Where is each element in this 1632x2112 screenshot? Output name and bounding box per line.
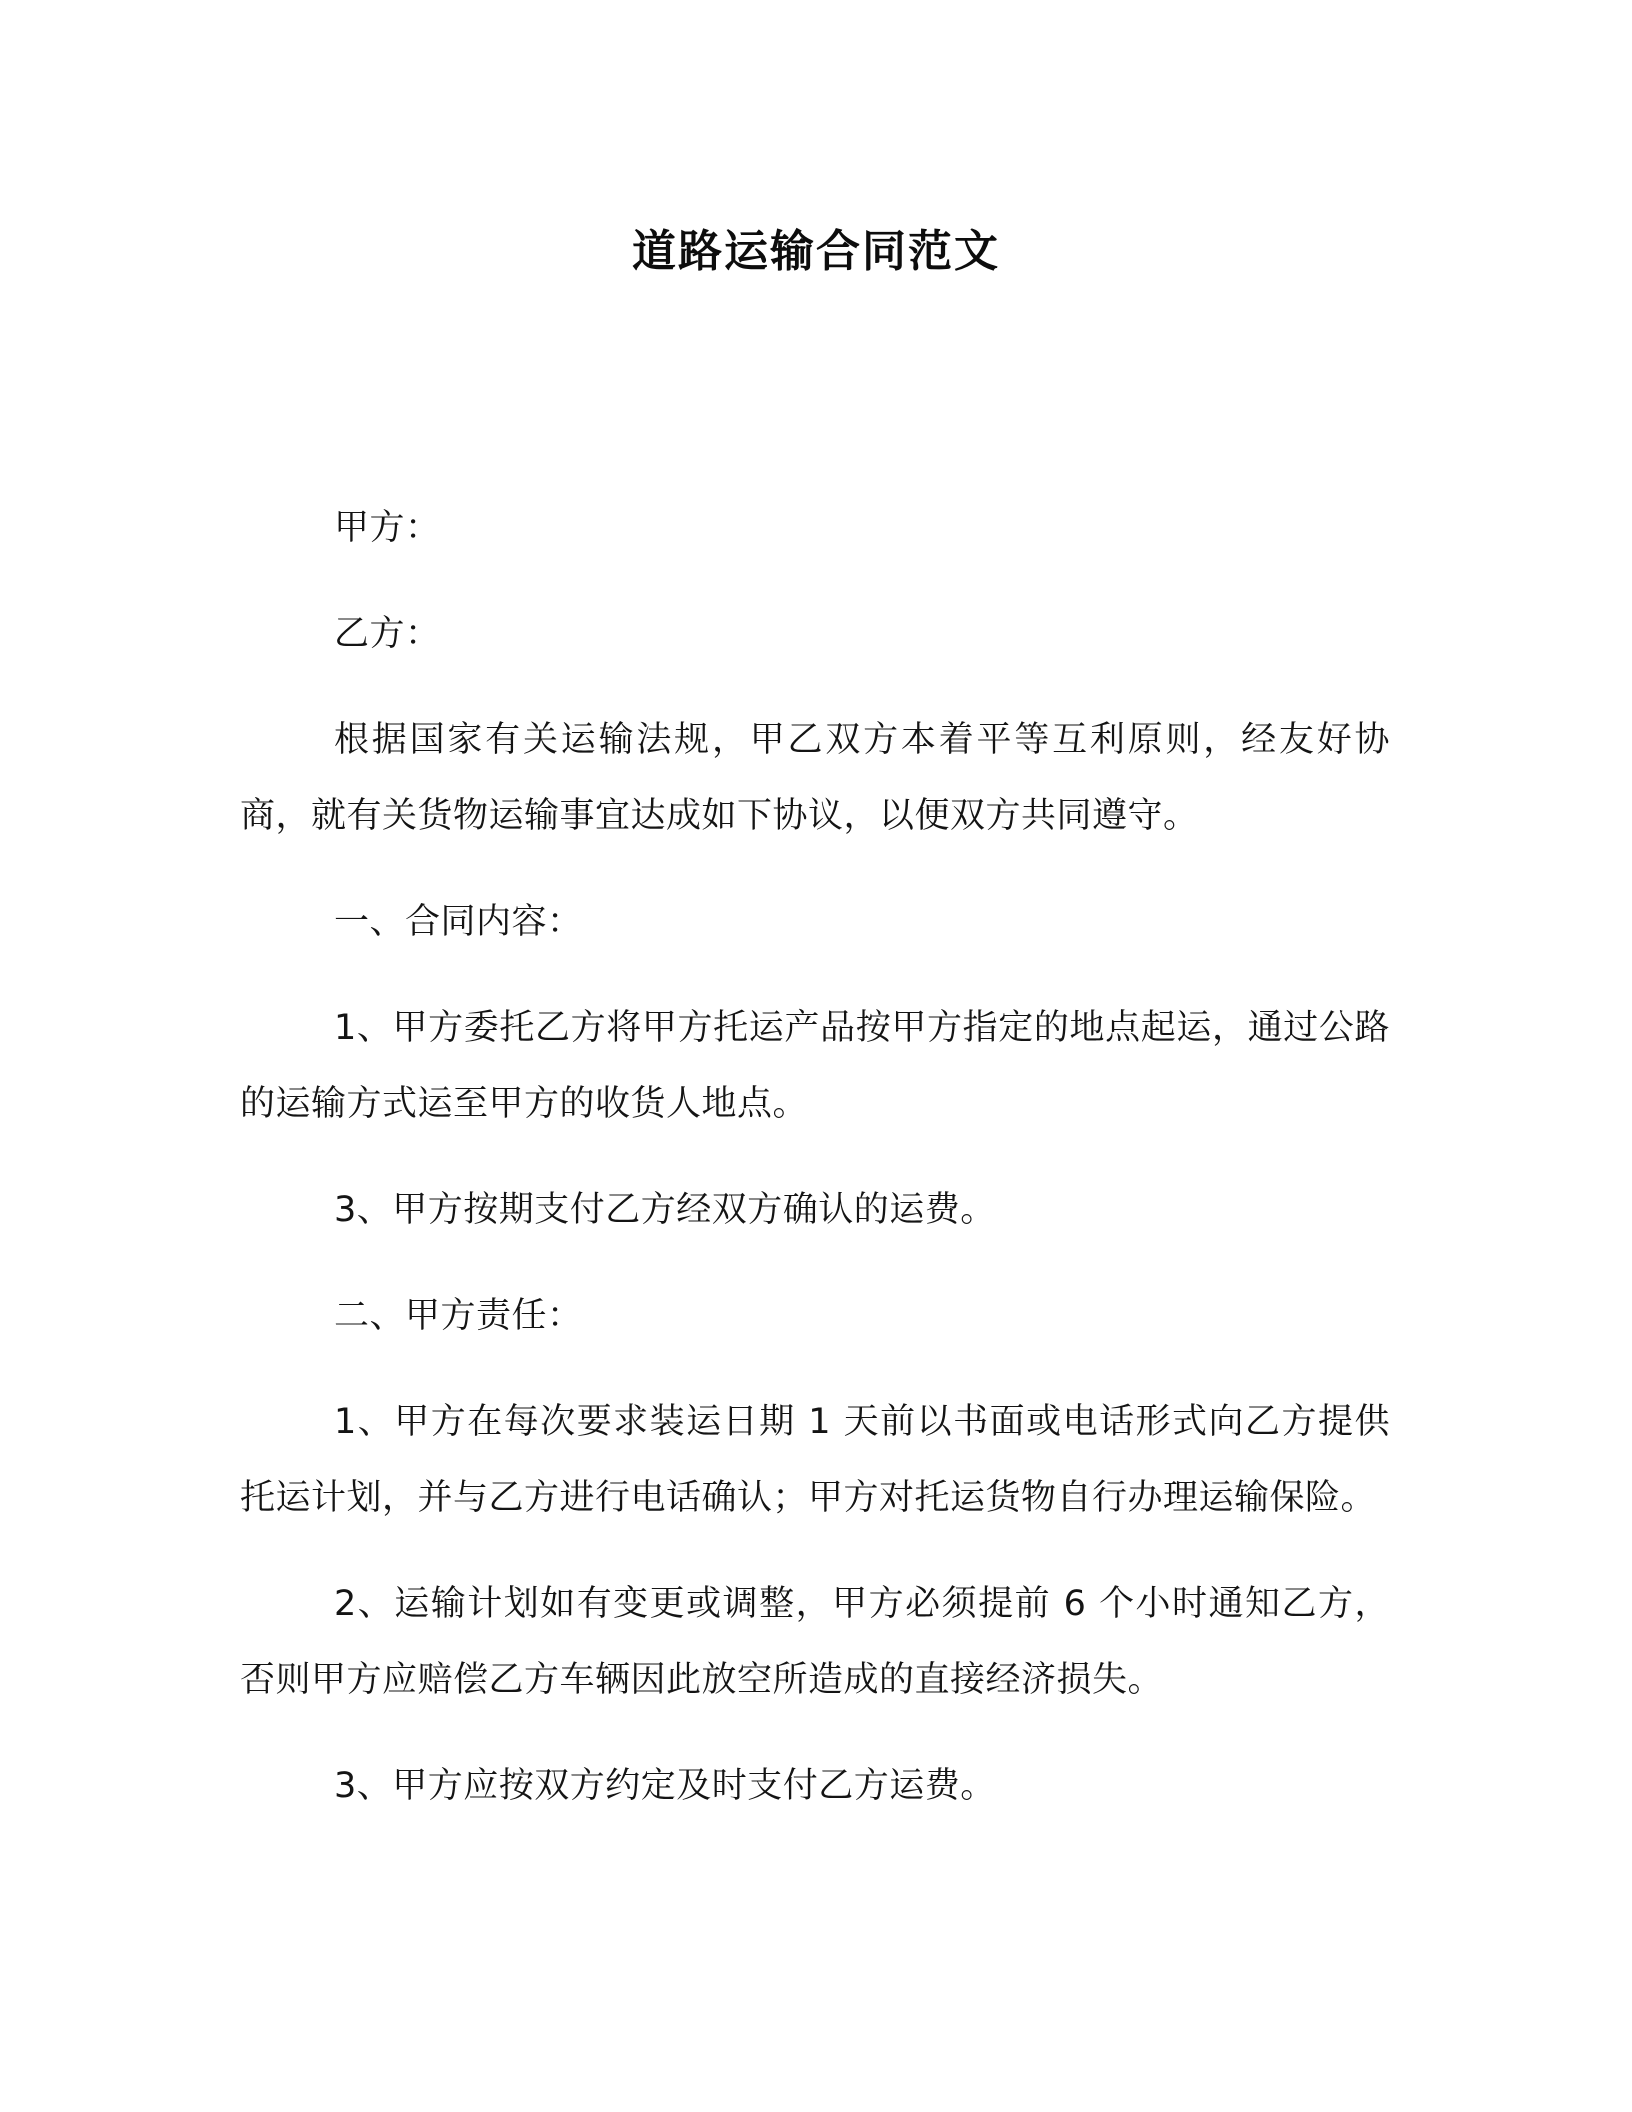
clause-paragraph: 3、甲方应按双方约定及时支付乙方运费。 [334,1766,996,1806]
clause-paragraph: 1、甲方在每次要求装运日期 1 天前以书面或电话形式向乙方提供托运计划，并与乙方进行电话确认；甲方对托运货物自行办理运输保险。 [240,1402,1390,1518]
clause-paragraph: 2、运输计划如有变更或调整，甲方必须提前 6 个小时通知乙方，否则甲方应赔偿乙方车辆因此放空所造成的直接经济损失。 [240,1584,1390,1700]
section-heading-party-a-duties: 二、甲方责任： [334,1296,583,1336]
preamble-paragraph: 根据国家有关运输法规，甲乙双方本着平等互利原则，经友好协商，就有关货物运输事宜达成如下协议，以便双方共同遵守。 [240,720,1390,836]
section-heading-contract-content: 一、合同内容： [334,902,583,942]
party-b-line: 乙方： [334,614,441,654]
party-a-line: 甲方： [334,508,441,548]
clause-paragraph: 3、甲方按期支付乙方经双方确认的运费。 [334,1190,996,1230]
document-title: 道路运输合同范文 [632,226,1000,277]
clause-paragraph: 1、甲方委托乙方将甲方托运产品按甲方指定的地点起运，通过公路的运输方式运至甲方的收货人地点。 [240,1008,1390,1124]
document-body [240,490,1390,1854]
